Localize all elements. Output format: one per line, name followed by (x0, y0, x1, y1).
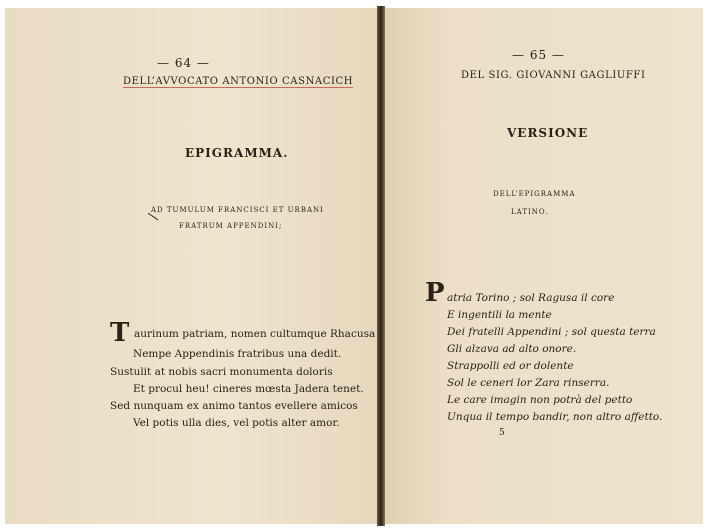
right-dropcap: P (425, 278, 445, 308)
verse-line: Le care imagin non potrà del petto (447, 394, 633, 406)
verse-line: Sed nunquam ex animo tantos evellere amicos (110, 400, 358, 412)
verse-line: Unqua il tempo bandir, non altro affetto. (447, 411, 663, 423)
dedication-line-1: AD TUMULUM FRANCISCI ET URBANI (151, 206, 324, 214)
subtitle-line-1: DELL’EPIGRAMMA (493, 190, 576, 198)
verse-line: Sol le ceneri lor Zara rinserra. (447, 377, 610, 389)
verse-line: Gli alzava ad alto onore. (447, 343, 577, 355)
right-page (385, 8, 703, 524)
subtitle-line-2: LATINO. (511, 208, 549, 216)
verse-line: atria Torino ; sol Ragusa il core (447, 292, 615, 304)
left-dropcap: T (110, 318, 130, 348)
left-page-title: EPIGRAMMA. (185, 146, 289, 160)
verse-line: Nempe Appendinis fratribus una dedit. (133, 348, 342, 360)
verse-line: Et procul heu! cineres mœsta Jadera tenet. (133, 383, 364, 395)
verse-line: Strappolli ed or dolente (447, 360, 574, 372)
left-page-header: DELL’AVVOCATO ANTONIO CASNACICH (123, 76, 354, 87)
book-spine (377, 6, 385, 526)
left-page (5, 8, 377, 524)
right-page-number: — 65 — (512, 48, 565, 62)
left-page-number: — 64 — (157, 56, 210, 70)
dedication-line-2: FRATRUM APPENDINI; (179, 222, 283, 230)
verse-line: Sustulit at nobis sacri monumenta doloris (110, 366, 333, 378)
verse-line: Vel potis ulla dies, vel potis alter amor. (133, 417, 340, 429)
signature-mark: 5 (499, 428, 505, 438)
right-page-header: DEL SIG. GIOVANNI GAGLIUFFI (461, 70, 646, 81)
right-page-title: VERSIONE (507, 126, 589, 140)
verse-line: E ingentili la mente (447, 309, 552, 321)
verse-line: aurinum patriam, nomen cultumque Rhacusa (134, 328, 376, 340)
verse-line: Dei fratelli Appendini ; sol questa terra (447, 326, 656, 338)
